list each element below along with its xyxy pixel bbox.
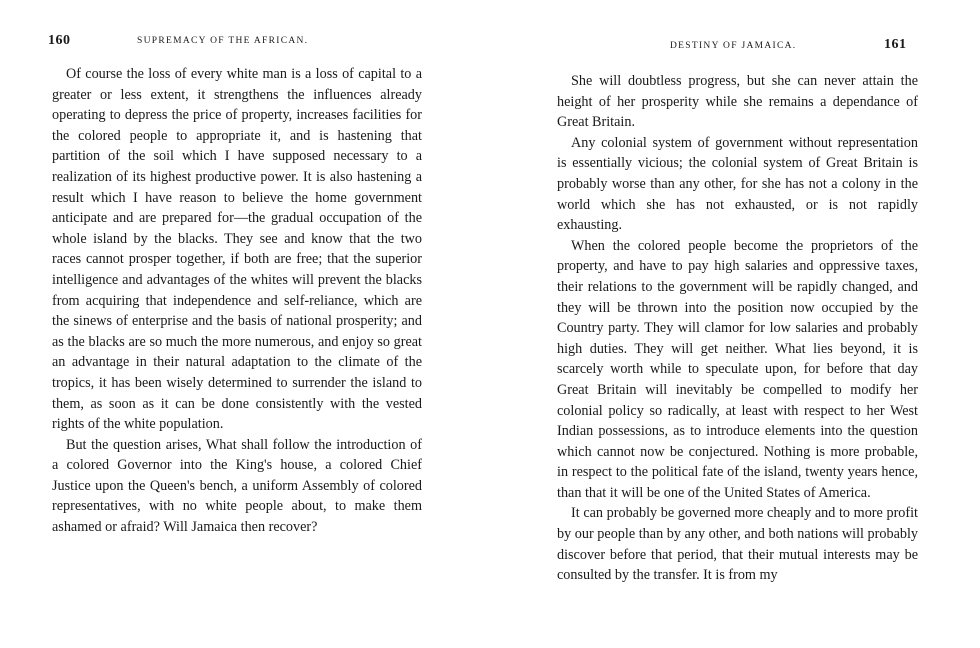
- paragraph: Of course the loss of every white man is a loss of capital to a greater or less extent, it strengthens the influences already operating to depress the price of property, increases facilities for the colored people to appropriate it, and is hastening that partition of the soil which I have supposed necessary to a realization of its highest productive power. It is also hastening a result which I have reason to believe the home government anticipate and are prepared for—the gradual occupation of the whole island by the blacks. They see and know that the two races cannot prosper together, if both are free; that the superior intelligence and advantages of the whites will prevent the blacks from acquiring that independence and self-reliance, which are the sinews of enterprise and the basis of national prosperity; and as the blacks are so much the more numerous, and enjoy so great an advantage in their natural adaptation to the climate of the tropics, it has been wisely determined to surrender the island to them, as soon as it can be done consistently with the vested rights of the white population.: [52, 66, 422, 433]
- page-body: [52, 64, 422, 538]
- running-head: SUPREMACY OF THE AFRICAN.: [137, 36, 309, 46]
- page-number: 161: [884, 37, 907, 52]
- paragraph: Any colonial system of government without representation is essentially vicious; the colonial system of Great Britain is probably worse than any other, for she has not a colony in the world which she has not exhausted, or is not rapidly exhausting.: [557, 134, 918, 234]
- page-number: 160: [48, 33, 71, 48]
- running-head: DESTINY OF JAMAICA.: [670, 41, 797, 51]
- page-body: [557, 71, 918, 586]
- left-page: [0, 0, 480, 648]
- paragraph: It can probably be governed more cheaply and to more profit by our people than by any other, and both nations will probably discover before that period, that their mutual interests may be consulted by the transfer. It is from my: [557, 505, 918, 584]
- paragraph: When the colored people become the proprietors of the property, and have to pay high salaries and oppressive taxes, their relations to the government will be rapidly changed, and they will be thrown into the position now occupied by the Country party. They will clamor for low salaries and probably high duties. They will get neither. What lies beyond, it is scarcely worth while to speculate upon, for before that day Great Britain will inevitably be compelled to modify her colonial policy so radically, at least with respect to her West Indian possessions, as to introduce elements into the question which cannot now be conjectured. Nothing is more probable, in respect to the political fate of the island, twenty years hence, than that it will be one of the United States of America.: [557, 237, 918, 501]
- paragraph: She will doubtless progress, but she can never attain the height of her prosperity while she remains a dependance of Great Britain.: [557, 73, 918, 131]
- right-page: [500, 0, 980, 648]
- paragraph: But the question arises, What shall follow the introduction of a colored Governor into the King's house, a colored Chief Justice upon the Queen's bench, a uniform Assembly of colored representatives, with no white people about, to make them ashamed or afraid? Will Jamaica then recover?: [52, 436, 422, 536]
